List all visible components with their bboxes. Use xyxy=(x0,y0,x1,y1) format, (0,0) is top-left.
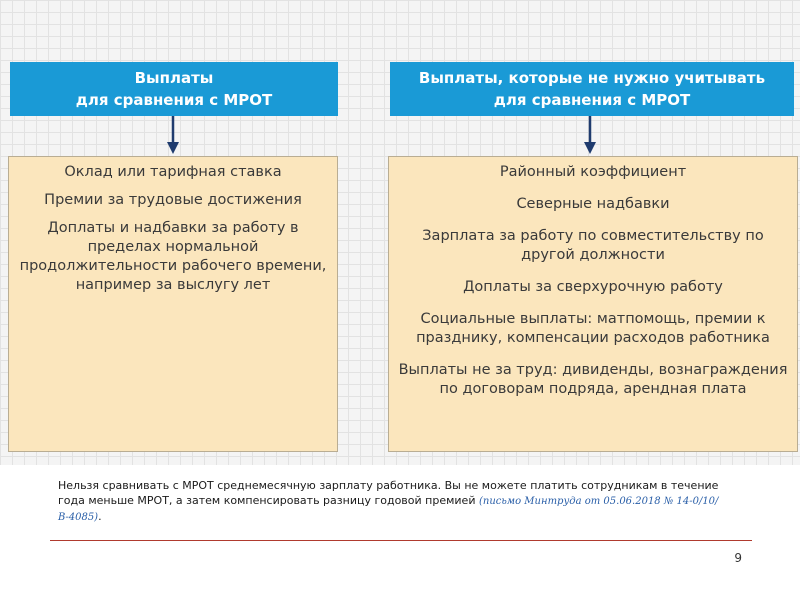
footnote-end: . xyxy=(98,510,102,523)
header-left-line-1: Выплаты xyxy=(134,69,214,87)
header-left-line-2: для сравнения с МРОТ xyxy=(75,91,273,109)
panel-included-payments xyxy=(8,156,338,452)
header-right-line-2: для сравнения с МРОТ xyxy=(493,91,691,109)
list-item: Районный коэффициент xyxy=(499,164,687,180)
list-item: Выплаты не за труд: дивиденды, вознаграждения по договорам подряда, арендная плата xyxy=(398,362,788,397)
panel-excluded-payments xyxy=(388,156,798,452)
list-item: Премии за трудовые достижения xyxy=(44,192,302,208)
list-item: Зарплата за работу по совместительству по другой должности xyxy=(422,228,764,263)
page-number: 9 xyxy=(734,551,742,565)
footnote-text: Нельзя сравнивать с МРОТ среднемесячную зарплату работника. Вы не можете платить сотрудникам в течение года меньше МРОТ, а затем компенсировать разницу годовой премией xyxy=(58,479,719,507)
footnote xyxy=(58,478,748,525)
header-payments-excluded xyxy=(390,62,794,116)
arrow-down-icon xyxy=(166,116,180,156)
divider xyxy=(50,540,752,541)
header-right-line-1: Выплаты, которые не нужно учитывать xyxy=(418,69,766,87)
list-item: Социальные выплаты: матпомощь, премии к празднику, компенсации расходов работника xyxy=(416,311,770,346)
list-item: Доплаты и надбавки за работу в пределах нормальной продолжительности рабочего времени, например за выслугу лет xyxy=(19,220,327,293)
list-item: Северные надбавки xyxy=(516,196,670,212)
arrow-down-icon xyxy=(583,116,597,156)
list-item: Доплаты за сверхурочную работу xyxy=(463,279,723,295)
list-item: Оклад или тарифная ставка xyxy=(64,164,282,180)
header-payments-included xyxy=(10,62,338,116)
footnote-reference: (письмо Минтруда от 05.06.2018 № 14-0/10/В-4085) xyxy=(58,496,719,523)
